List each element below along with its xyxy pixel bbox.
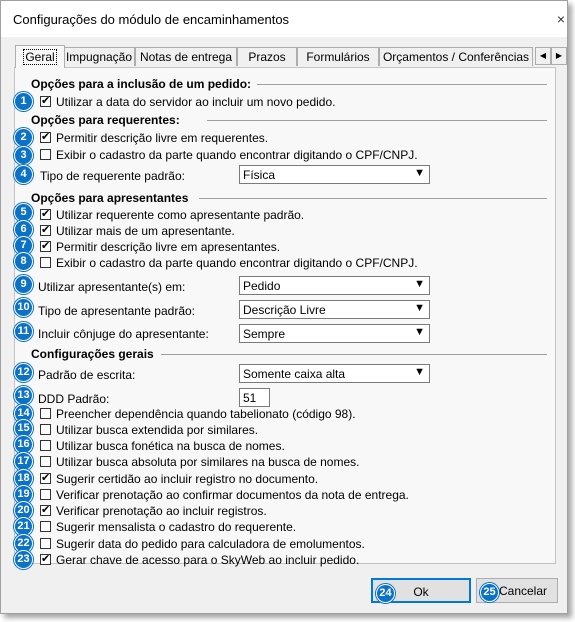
badge-7: 7 <box>14 236 33 255</box>
label-descricao-livre-apresentantes: Permitir descrição livre em apresentantes. <box>56 240 281 254</box>
checkbox-busca-absoluta[interactable] <box>40 456 51 467</box>
label-busca-extendida: Utilizar busca extendida por similares. <box>56 423 259 437</box>
tab-formularios[interactable]: Formulários <box>297 47 379 66</box>
badge-13: 13 <box>14 386 33 405</box>
label-descricao-livre-requerentes: Permitir descrição livre em requerentes. <box>56 131 269 145</box>
label-busca-fonetica: Utilizar busca fonética na busca de nomes. <box>56 439 285 453</box>
section-inclusao-pedido: Opções para a inclusão de um pedido: <box>31 77 252 91</box>
close-icon[interactable]: × <box>556 11 565 27</box>
badge-24: 24 <box>376 584 395 603</box>
badge-22: 22 <box>14 534 33 553</box>
checkbox-data-servidor[interactable] <box>40 96 51 107</box>
chevron-down-icon: ▼ <box>414 366 425 378</box>
badge-14: 14 <box>14 404 33 423</box>
label-dependencia-tabelionato: Preencher dependência quando tabelionato (código 98). <box>56 407 356 421</box>
label-sugerir-certidao: Sugerir certidão ao incluir registro no documento. <box>56 472 319 486</box>
chevron-down-icon: ▼ <box>414 167 425 179</box>
section-divider <box>257 84 547 85</box>
cancel-button[interactable]: 25 Cancelar <box>476 578 558 603</box>
checkbox-sugerir-mensalista[interactable] <box>40 521 51 532</box>
badge-20: 20 <box>14 501 33 520</box>
badge-3: 3 <box>14 146 33 165</box>
label-prenotacao-nota-entrega: Verificar prenotação ao confirmar documentos da nota de entrega. <box>56 488 409 502</box>
checkbox-mais-de-um-apresentante[interactable] <box>40 225 51 236</box>
label-tipo-apresentante: Tipo de apresentante padrão: <box>38 304 196 318</box>
badge-2: 2 <box>14 128 33 147</box>
tab-orcamentos-conferencias[interactable]: Orçamentos / Conferências <box>379 47 533 66</box>
checkbox-exibir-cadastro-apresentante[interactable] <box>40 257 51 268</box>
title-bar <box>1 1 567 37</box>
label-mais-de-um-apresentante: Utilizar mais de um apresentante. <box>56 224 235 238</box>
label-tipo-requerente: Tipo de requerente padrão: <box>40 169 185 183</box>
section-configuracoes-gerais: Configurações gerais <box>31 347 154 361</box>
badge-5: 5 <box>14 203 33 222</box>
label-ddd-padrao: DDD Padrão: <box>38 392 110 406</box>
badge-11: 11 <box>14 322 33 341</box>
badge-17: 17 <box>14 452 33 471</box>
badge-25: 25 <box>480 583 499 602</box>
section-divider <box>161 354 547 355</box>
section-divider <box>207 120 547 121</box>
checkbox-prenotacao-nota-entrega[interactable] <box>40 489 51 500</box>
tab-scroll-right-icon[interactable]: ▶ <box>551 47 567 65</box>
checkbox-sugerir-certidao[interactable] <box>40 473 51 484</box>
section-requerentes: Opções para requerentes: <box>31 113 180 127</box>
ok-button[interactable]: 24 Ok <box>371 578 471 603</box>
checkbox-descricao-livre-apresentantes[interactable] <box>40 241 51 252</box>
tab-scroll-left-icon[interactable]: ◀ <box>535 47 551 65</box>
checkbox-dependencia-tabelionato[interactable] <box>40 408 51 419</box>
section-divider <box>199 198 547 199</box>
checkbox-busca-extendida[interactable] <box>40 424 51 435</box>
badge-19: 19 <box>14 485 33 504</box>
badge-18: 18 <box>14 469 33 488</box>
badge-6: 6 <box>14 220 33 239</box>
checkbox-busca-fonetica[interactable] <box>40 440 51 451</box>
label-requerente-como-apresentante: Utilizar requerente como apresentante padrão. <box>56 208 305 222</box>
label-sugerir-mensalista: Sugerir mensalista o cadastro do requerente. <box>56 520 297 534</box>
badge-9: 9 <box>14 275 33 294</box>
label-exibir-cadastro-apresentante: Exibir o cadastro da parte quando encontrar digitando o CPF/CNPJ. <box>56 256 418 270</box>
checkbox-sugerir-data-pedido[interactable] <box>40 538 51 549</box>
label-utilizar-apresentantes-em: Utilizar apresentante(s) em: <box>38 280 186 294</box>
window-title: Configurações do módulo de encaminhamentos <box>13 12 290 27</box>
badge-21: 21 <box>14 517 33 536</box>
label-padrao-escrita: Padrão de escrita: <box>38 368 136 382</box>
chevron-down-icon: ▼ <box>414 326 425 338</box>
ddd-padrao-input[interactable]: 51 <box>239 388 270 407</box>
badge-10: 10 <box>14 298 33 317</box>
select-incluir-conjuge[interactable]: Sempre ▼ <box>239 324 430 343</box>
label-exibir-cadastro-requerente: Exibir o cadastro da parte quando encontrar digitando o CPF/CNPJ. <box>56 148 418 162</box>
select-tipo-requerente[interactable]: Física ▼ <box>239 165 430 184</box>
badge-8: 8 <box>14 252 33 271</box>
label-prenotacao-registros: Verificar prenotação ao incluir registros. <box>56 504 267 518</box>
section-apresentantes: Opções para apresentantes <box>31 191 189 205</box>
badge-12: 12 <box>14 363 33 382</box>
label-busca-absoluta: Utilizar busca absoluta por similares na busca de nomes. <box>56 455 360 469</box>
badge-16: 16 <box>14 435 33 454</box>
tab-geral[interactable]: Geral <box>15 45 65 68</box>
label-chave-skyweb: Gerar chave de acesso para o SkyWeb ao incluir pedido. <box>56 553 360 567</box>
select-utilizar-apresentantes-em[interactable]: Pedido ▼ <box>239 276 430 295</box>
badge-23: 23 <box>14 550 33 569</box>
label-sugerir-data-pedido: Sugerir data do pedido para calculadora de emolumentos. <box>56 537 365 551</box>
select-tipo-apresentante[interactable]: Descrição Livre ▼ <box>239 300 430 319</box>
badge-1: 1 <box>14 92 33 111</box>
tab-prazos[interactable]: Prazos <box>237 47 297 66</box>
checkbox-chave-skyweb[interactable] <box>40 554 51 565</box>
badge-15: 15 <box>14 419 33 438</box>
tab-impugnacao[interactable]: Impugnação <box>63 47 135 66</box>
badge-4: 4 <box>14 165 33 184</box>
label-data-servidor: Utilizar a data do servidor ao incluir um novo pedido. <box>56 95 336 109</box>
select-padrao-escrita[interactable]: Somente caixa alta ▼ <box>239 364 430 383</box>
chevron-down-icon: ▼ <box>414 302 425 314</box>
checkbox-prenotacao-registros[interactable] <box>40 505 51 516</box>
checkbox-requerente-como-apresentante[interactable] <box>40 209 51 220</box>
chevron-down-icon: ▼ <box>414 278 425 290</box>
checkbox-exibir-cadastro-requerente[interactable] <box>40 149 51 160</box>
label-incluir-conjuge: Incluir cônjuge do apresentante: <box>38 327 209 341</box>
tab-notas-de-entrega[interactable]: Notas de entrega <box>135 47 237 66</box>
checkbox-descricao-livre-requerentes[interactable] <box>40 132 51 143</box>
